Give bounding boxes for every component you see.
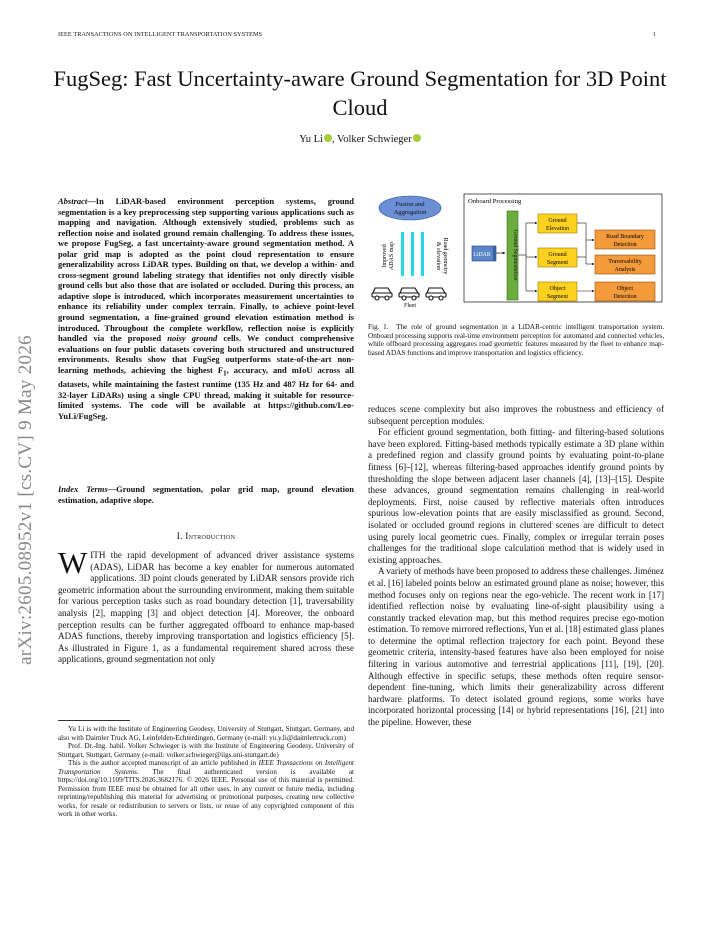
footnote-affiliation-1: Yu Li is with the Institute of Engineering Geodesy, University of Stuttgart, Stuttgart, Germany, and also with Daimler Truck AG, Leinfelden-Echterdingen, Germany (e-mail: yu.y.li@daimlertruck.com)	[58, 725, 354, 742]
upload-bar	[411, 232, 414, 276]
arxiv-stamp	[6, 335, 46, 665]
intro-paragraph	[58, 545, 354, 666]
ground-elevation-label: Ground	[548, 218, 567, 224]
section-numeral: I.	[176, 531, 186, 541]
lidar-label: LiDAR	[473, 252, 491, 258]
section-heading	[58, 531, 354, 541]
footnote-rule	[58, 720, 130, 721]
index-terms-dash: —	[107, 484, 117, 494]
caption-text: The role of ground segmentation in a LiDAR-centric intelligent transportation system. Onboard processing supports real-time environment perception for automated and connected vehicles, while offboard processing aggregates road geometric features measured by the fleet to enhance map-based ADAS functions and improve transportation and logistics efficiency.	[368, 323, 665, 357]
arxiv-id: arXiv:2605.08952v1 [cs.CV] 9 May 2026	[15, 335, 36, 665]
orcid-icon[interactable]	[324, 134, 332, 142]
copyright-text: . The final authenticated version is available at https://doi.org/10.1109/TITS.2026.3682176. © 2026 IEEE. Personal use of this material is permitted. Permission from IEEE must be obtained for all other uses, in any current or future media, including reprinting/republishing this material for advertising or promotional purposes, creating new collective works, for resale or redistribution to servers or lists, or reuse of any copyrighted component of this work in other works.	[58, 767, 354, 819]
body-paragraph: reduces scene complexity but also improves the robustness and efficiency of subsequent perception modules.	[368, 404, 664, 426]
author-list	[0, 134, 720, 145]
improved-map-label: ADAS map	[389, 241, 395, 271]
car-icon	[372, 288, 392, 300]
section-title: Introduction	[185, 531, 236, 541]
onboard-title: Onboard Processing	[468, 198, 522, 205]
abstract-dash: —	[87, 196, 96, 206]
ground-seg-label: Ground Segmentation	[512, 229, 518, 281]
road-geometry-label: & elevation	[435, 241, 441, 271]
copyright-text: This is the author accepted manuscript of an article published in	[68, 759, 259, 768]
footnote-affiliation-2: Prof. Dr.-Ing. habil. Volker Schwieger is with the Institute of Engineering Geodesy, University of Stuttgart, Stuttgart, Germany (e-mail: volker.schwieger@iigs.uni-stuttgart.de)	[58, 742, 354, 759]
intro-text: the rapid development of advanced driver assistance systems (ADAS), LiDAR has become a key enabler for numerous automated applications. 3D point clouds generated by LiDAR sensors provide rich geometric information about the surrounding environment, making them suitable for various perception tasks such as road boundary detection [1], traversability analysis [2], mapping [3] and object detection [4]. Moreover, the onboard perception results can be further aggregated offboard to enhance map-based ADAS functions, thereby improving transportation and logistics efficiency [5]. As illustrated in Figure 1, as a fundamental requirement shared across these applications, ground segmentation not only	[58, 550, 354, 665]
figure-1	[368, 193, 664, 309]
footnotes	[58, 725, 354, 819]
object-segment-label: Segment	[547, 294, 568, 300]
footnote-copyright	[58, 759, 354, 819]
abstract-text: cells. We conduct comprehensive evaluations on four public datasets covering both structured and unstructured environments. Results show that FugSeg outperforms state-of-the-art non-learning methods, achieving the highest F	[58, 333, 354, 375]
abstract-text: In LiDAR-based environment perception systems, ground segmentation is a key preprocessing step supporting various applications such as mapping and navigation. Although extensively studied, problems such as reflection noise and isolated ground remain challenging. To address these issues, we propose FugSeg, a fast uncertainty-aware ground segmentation method. A polar grid map is adopted as the point cloud representation to ensure generalizability across LiDAR types. Building on that, we develop a within- and cross-segment ground labeling strategy that identifies not only directly visible ground cells but also those that are isolated or occluded. During this process, an adaptive slope is introduced, which incorporates measurement uncertainties to enhance its reliability under complex terrain. Finally, to achieve point-level ground segmentation, a fine-grained ground elevation estimation method is introduced. Throughout the complete workflow, reflection noise is explicitly handled via the proposed	[58, 196, 354, 344]
index-terms	[58, 484, 354, 505]
body-text-right	[368, 404, 664, 729]
car-icon	[399, 288, 419, 300]
index-terms-label: Index Terms	[58, 484, 108, 494]
fusion-label: Aggregation	[393, 209, 427, 216]
lidar-box-shade	[493, 246, 496, 261]
road-boundary-label: Road Boundary	[606, 234, 644, 240]
intro-lead: ITH	[90, 550, 106, 560]
author-name: Yu Li	[299, 134, 323, 145]
running-header: IEEE TRANSACTIONS ON INTELLIGENT TRANSPORTATION SYSTEMS	[58, 31, 263, 38]
abstract-label: Abstract	[58, 196, 88, 206]
journal-name: IEEE Transactions on Intelligent Transportation Systems	[58, 759, 354, 776]
abstract-subscript: 1	[223, 369, 227, 378]
upload-bar	[421, 232, 424, 276]
fleet-label: Fleet	[404, 303, 416, 309]
index-terms-text: Ground segmentation, polar grid map, ground elevation estimation, adaptive slope.	[58, 484, 354, 505]
body-paragraph: For efficient ground segmentation, both fitting- and filtering-based solutions have been explored. Fitting-based methods typically estimate a 3D plane within a predefined region and classify ground points by evaluating point-to-plane fitness [6]–[12], whereas filtering-based approaches identify ground points by thresholding the slope between adjacent laser channels [4], [13]–[15]. Despite these advances, ground segmentation remains challenging in real-world deployments. First, noise caused by reflective materials often introduces spurious low-elevation points that are easily misclassified as ground. Second, isolated or occluded ground regions in cluttered scenes are difficult to detect using purely local geometric cues. Finally, complex or irregular terrain poses challenges for the traditional slope calculation method that is widely used in existing approaches.	[368, 427, 664, 565]
author-separator: ,	[331, 134, 337, 145]
object-segment-label: Object	[549, 286, 566, 292]
car-icon	[426, 288, 446, 300]
fusion-label: Fusion and	[395, 201, 425, 208]
author-name: Volker Schwieger	[336, 134, 412, 145]
abstract-text: , accuracy, and mIoU across all datasets, while maintaining the fastest runtime (135 Hz and 487 Hz for 64- and 32-layer LiDARs) using a single CPU thread, making it suitable for resource-limited systems. The code will be available at https://github.com/Leo-YuLi/FugSeg.	[58, 364, 354, 421]
ground-segment-label: Segment	[547, 260, 568, 266]
page-number: 1	[652, 31, 656, 38]
road-geometry-label: Road geometry	[442, 237, 448, 275]
drop-cap: W	[58, 545, 88, 580]
figure-caption	[368, 323, 664, 357]
traversability-label: Traversability	[608, 259, 642, 265]
fusion-ellipse	[379, 196, 441, 220]
upload-bar	[401, 232, 404, 276]
road-boundary-label: Detection	[613, 242, 637, 248]
traversability-label: Analysis	[614, 267, 636, 273]
caption-label: Fig. 1.	[368, 323, 389, 331]
object-detection-label: Detection	[613, 294, 637, 300]
orcid-icon[interactable]	[413, 134, 421, 142]
paper-title: FugSeg: Fast Uncertainty-aware Ground Segmentation for 3D Point Cloud	[53, 66, 667, 120]
improved-map-label: Improved	[382, 244, 388, 268]
object-detection-label: Object	[617, 286, 633, 292]
ground-elevation-label: Elevation	[546, 226, 569, 232]
abstract	[58, 196, 354, 421]
ground-segment-label: Ground	[548, 252, 567, 258]
body-paragraph: A variety of methods have been proposed to address these challenges. Jiménez et al. [16] labeled points below an estimated ground plane as noise; however, this method focuses only on regions near the ego-vehicle. The recent work in [17] identified reflection noise by evaluating line-of-sight plausibility using a constantly tracked elevation map, but this method requires precise ego-motion estimation. To remove mirrored reflections, Yun et al. [18] estimated glass planes to determine the optimal reflection trajectory for each point. Beyond these geometric criteria, intensity-based features have also been employed for noise filtering in various automotive and terrestrial applications [11], [19], [20]. Although effective in specific setups, these methods often require sensor-dependent fine-tuning, which limits their generalizability across different hardware platforms. To detect isolated ground regions, some works have incorporated horizontal processing [14] or hybrid representations [16], [21] into the pipeline. However, these	[368, 566, 664, 728]
abstract-emphasis: noisy ground	[167, 333, 218, 344]
